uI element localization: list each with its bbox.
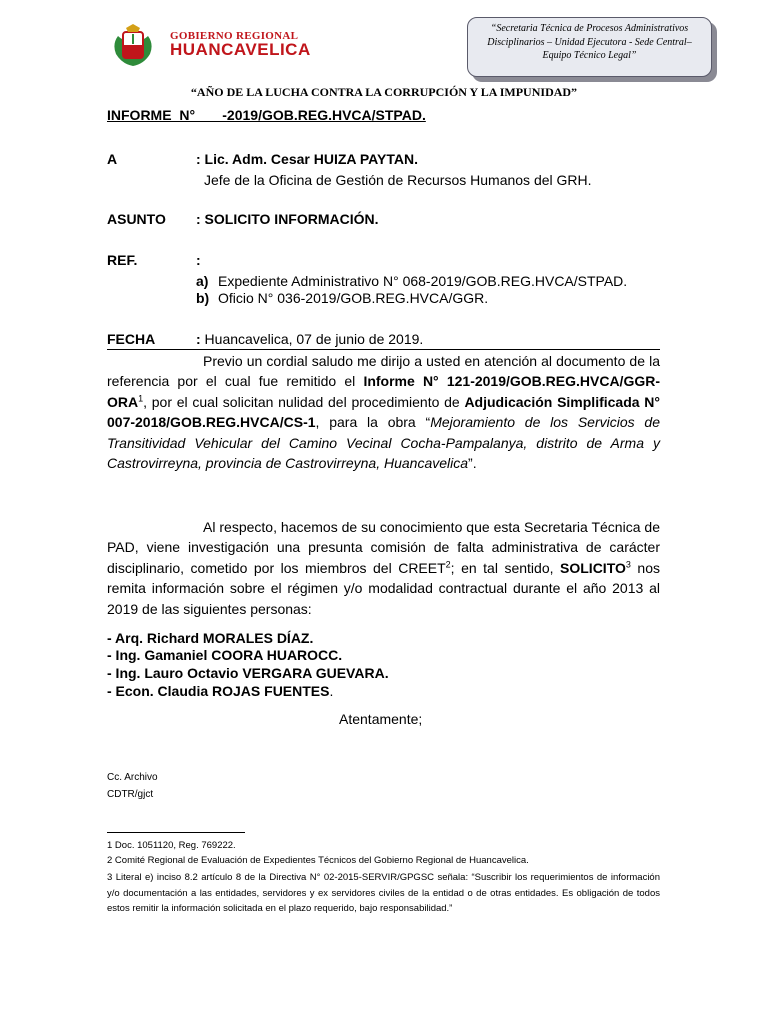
p2-text1: Al respecto, hacemos de su conocimiento que esta Secretaria Técnica de PAD, viene investigación una presunta comisión de falta administrativa de carácter disciplinario, cometido por los miembros del CREET [107, 519, 660, 576]
cc-archive: Cc. Archivo [107, 772, 158, 783]
stamp-line2: Disciplinarios – Unidad Ejecutora - Sede Central– [487, 36, 692, 48]
date-colon: : [196, 331, 201, 347]
p1-text1: Previo un cordial saludo me dirijo a usted en atención al documento de la referencia por el cual fue remitido el [107, 353, 660, 390]
p2-text3: nos remita información sobre el régimen y/o modalidad contractual durante el año 2013 al 2019 de las siguientes personas: [107, 559, 660, 617]
date-value: Huancavelica, 07 de junio de 2019. [200, 331, 424, 347]
date-label: FECHA [107, 331, 156, 347]
p2-request-word: SOLICITO [560, 559, 626, 576]
ref-b-letter: b) [196, 290, 210, 306]
ref-label: REF. [107, 252, 138, 268]
footnote-2: 2 Comité Regional de Evaluación de Expedientes Técnicos del Gobierno Regional de Huancavelica. [107, 855, 529, 866]
year-motto: “AÑO DE LA LUCHA CONTRA LA CORRUPCIÓN Y LA IMPUNIDAD” [190, 85, 578, 99]
person-item-1: - Arq. Richard MORALES DÍAZ. [107, 630, 314, 646]
person-item-2: - Ing. Gamaniel COORA HUAROCC. [107, 647, 343, 663]
closing: Atentamente; [339, 711, 423, 727]
person-item-4-text: - Econ. Claudia ROJAS FUENTES [107, 683, 330, 699]
stamp-line3: Equipo Técnico Legal” [542, 50, 637, 61]
cc-initials: CDTR/gjct [107, 789, 154, 800]
subject-label: ASUNTO [107, 211, 166, 227]
logo-line1: GOBIERNO REGIONAL [170, 30, 299, 42]
p2-footnote-3: 3 [625, 559, 631, 570]
footnote-1: 1 Doc. 1051120, Reg. 769222. [107, 840, 236, 851]
person-item-4 [107, 683, 333, 699]
footnote-separator [107, 832, 245, 833]
ref-colon: : [196, 252, 201, 268]
person-item-4-dot: . [329, 683, 334, 699]
person-item-3: - Ing. Lauro Octavio VERGARA GUEVARA. [107, 665, 389, 681]
p1-text4: ”. [468, 455, 477, 472]
ref-a-letter: a) [196, 273, 209, 289]
date-field [196, 331, 423, 347]
subject-value: : SOLICITO INFORMACIÓN. [196, 211, 379, 227]
p2-footnote-2: 2 [445, 559, 451, 570]
p1-project-name: Mejoramiento de los Servicios de Transitividad Vehicular del Camino Vecinal Cocha-Pampalanya, distrito de Arma y Castrovirreyna, provincia de Castrovirreyna, Huancavelica [107, 414, 660, 472]
regional-government-logo [108, 24, 311, 68]
ref-a-value: Expediente Administrativo N° 068-2019/GOB.REG.HVCA/STPAD. [218, 273, 628, 289]
p1-report-ref: Informe N° 121-2019/GOB.REG.HVCA/GGR-ORA [107, 373, 661, 410]
ref-b-value: Oficio N° 036-2019/GOB.REG.HVCA/GGR. [218, 290, 489, 306]
paragraph-1 [107, 351, 660, 473]
p1-text3: , para la obra “ [315, 414, 431, 431]
p1-procedure-ref: Adjudicación Simplificada N° 007-2018/GOB.REG.HVCA/CS-1 [107, 393, 660, 431]
p1-footnote-1: 1 [138, 393, 144, 404]
report-number: INFORME N° -2019/GOB.REG.HVCA/STPAD. [107, 107, 426, 123]
footnote-3: 3 Literal e) inciso 8.2 artículo 8 de la Directiva N° 02-2015-SERVIR/GPGSC señala: “Suscribir los requerimientos de información y/o documentación a las entidades, servidores y ex servidores civiles de la entidad o de otras entidades. Es obligación de todos estos remitir la información solicitada en el plazo requerido, bajo responsabilidad.” [107, 872, 660, 914]
coat-of-arms-icon [108, 24, 158, 68]
to-label: A [107, 151, 118, 167]
stamp-line1: “Secretaria Técnica de Procesos Administrativos [490, 23, 689, 34]
p2-text2: ; en tal sentido, [450, 559, 561, 576]
to-position: Jefe de la Oficina de Gestión de Recursos Humanos del GRH. [204, 172, 592, 188]
to-value: : Lic. Adm. Cesar HUIZA PAYTAN. [196, 151, 418, 167]
date-divider [107, 349, 660, 350]
office-stamp-box [467, 17, 712, 77]
paragraph-2 [107, 517, 660, 619]
p1-text2: , por el cual solicitan nulidad del procedimiento de [143, 393, 465, 410]
logo-line2: HUANCAVELICA [170, 40, 311, 59]
